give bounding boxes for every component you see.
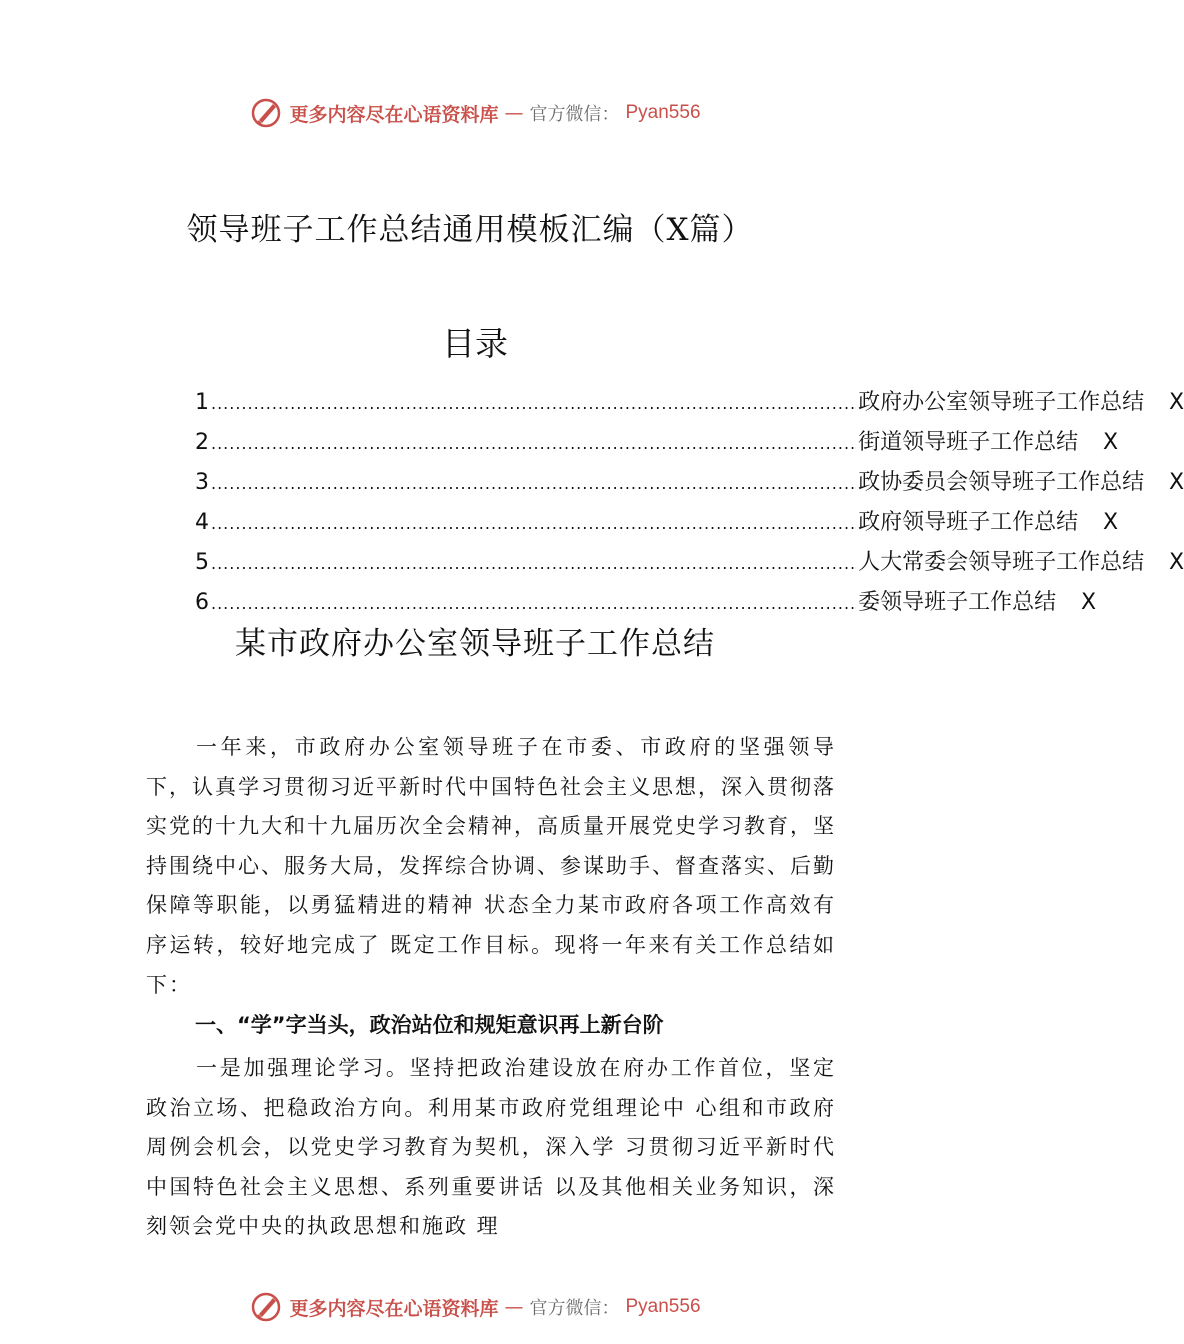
toc-item-number: 5	[195, 550, 209, 575]
toc-item-title: 政府领导班子工作总结	[858, 510, 1079, 535]
banner-sub-text: 官方微信：	[529, 1298, 620, 1319]
toc-leader-dots: ..........................................................................................................	[211, 554, 857, 573]
toc-item-page: X	[1169, 470, 1184, 495]
toc-leader-dots: ..........................................................................................................	[211, 594, 857, 613]
toc-item-title: 街道领导班子工作总结	[858, 430, 1079, 455]
toc-item-page: X	[1081, 590, 1097, 615]
toc-item-title: 政府办公室领导班子工作总结	[858, 390, 1145, 415]
toc-item[interactable]	[195, 425, 1119, 465]
pen-logo-icon	[249, 1290, 283, 1324]
footer-banner	[0, 1290, 950, 1324]
banner-sub-text: 官方微信：	[529, 104, 620, 125]
toc-leader-dots: ..........................................................................................................	[211, 474, 857, 493]
toc-item[interactable]	[195, 385, 1184, 425]
toc-item-number: 3	[195, 470, 209, 495]
toc-item-title: 委领导班子工作总结	[858, 590, 1057, 615]
toc-item-page: X	[1103, 510, 1119, 535]
pen-logo-icon	[249, 96, 283, 130]
banner-wechat-id: Pyan556	[625, 1296, 701, 1317]
toc-item-title: 政协委员会领导班子工作总结	[858, 470, 1145, 495]
toc-heading: 目录	[442, 324, 508, 363]
toc-leader-dots: ..........................................................................................................	[211, 514, 857, 533]
toc-item[interactable]	[195, 505, 1119, 545]
article-paragraph: 一是加强理论学习。坚持把政治建设放在府办工作首位，坚定政治立场、把稳政治方向。利用某市政府党组理论中 心组和市政府周例会机会，以党史学习教育为契机，深入学 习贯彻习近平新时代中国特色社会主义思想、系列重要讲话 以及其他相关业务知识，深刻领会党中央的执政思想和施政 理	[146, 1056, 836, 1239]
toc-leader-dots: ..........................................................................................................	[211, 394, 857, 413]
banner-main-text: 更多内容尽在心语资料库	[289, 103, 499, 126]
banner-dash: —	[504, 102, 524, 124]
toc-item-number: 1	[195, 390, 209, 415]
banner-main-text: 更多内容尽在心语资料库	[289, 1297, 499, 1320]
header-banner	[0, 96, 950, 130]
section-heading: 一、“学”字当头，政治站位和规矩意识再上新台阶	[195, 1013, 664, 1037]
toc-leader-dots: ..........................................................................................................	[211, 434, 857, 453]
banner-wechat-id: Pyan556	[625, 102, 701, 123]
toc-item-title: 人大常委会领导班子工作总结	[858, 550, 1145, 575]
article-title: 某市政府办公室领导班子工作总结	[235, 626, 715, 662]
toc-item[interactable]	[195, 465, 1184, 505]
toc-item-page: X	[1103, 430, 1119, 455]
article-paragraph: 一年来，市政府办公室领导班子在市委、市政府的坚强领导下，认真学习贯彻习近平新时代中国特色社会主义思想，深入贯彻落实党的十九大和十九届历次全会精神，高质量开展党史学习教育，坚持围绕中心、服务大局，发挥综合协调、参谋助手、督查落实、后勤保障等职能，以勇猛精进的精神 状态全力某市政府各项工作高效有序运转，较好地完成了 既定工作目标。现将一年来有关工作总结如下：	[146, 735, 836, 997]
banner-dash: —	[504, 1296, 524, 1318]
toc-item[interactable]	[195, 545, 1184, 585]
toc-item-number: 6	[195, 590, 209, 615]
document-title: 领导班子工作总结通用模板汇编（X篇）	[186, 212, 754, 248]
toc-list	[195, 385, 1184, 625]
toc-item-page: X	[1169, 390, 1184, 415]
toc-item-page: X	[1169, 550, 1184, 575]
toc-item-number: 4	[195, 510, 209, 535]
toc-item-number: 2	[195, 430, 209, 455]
